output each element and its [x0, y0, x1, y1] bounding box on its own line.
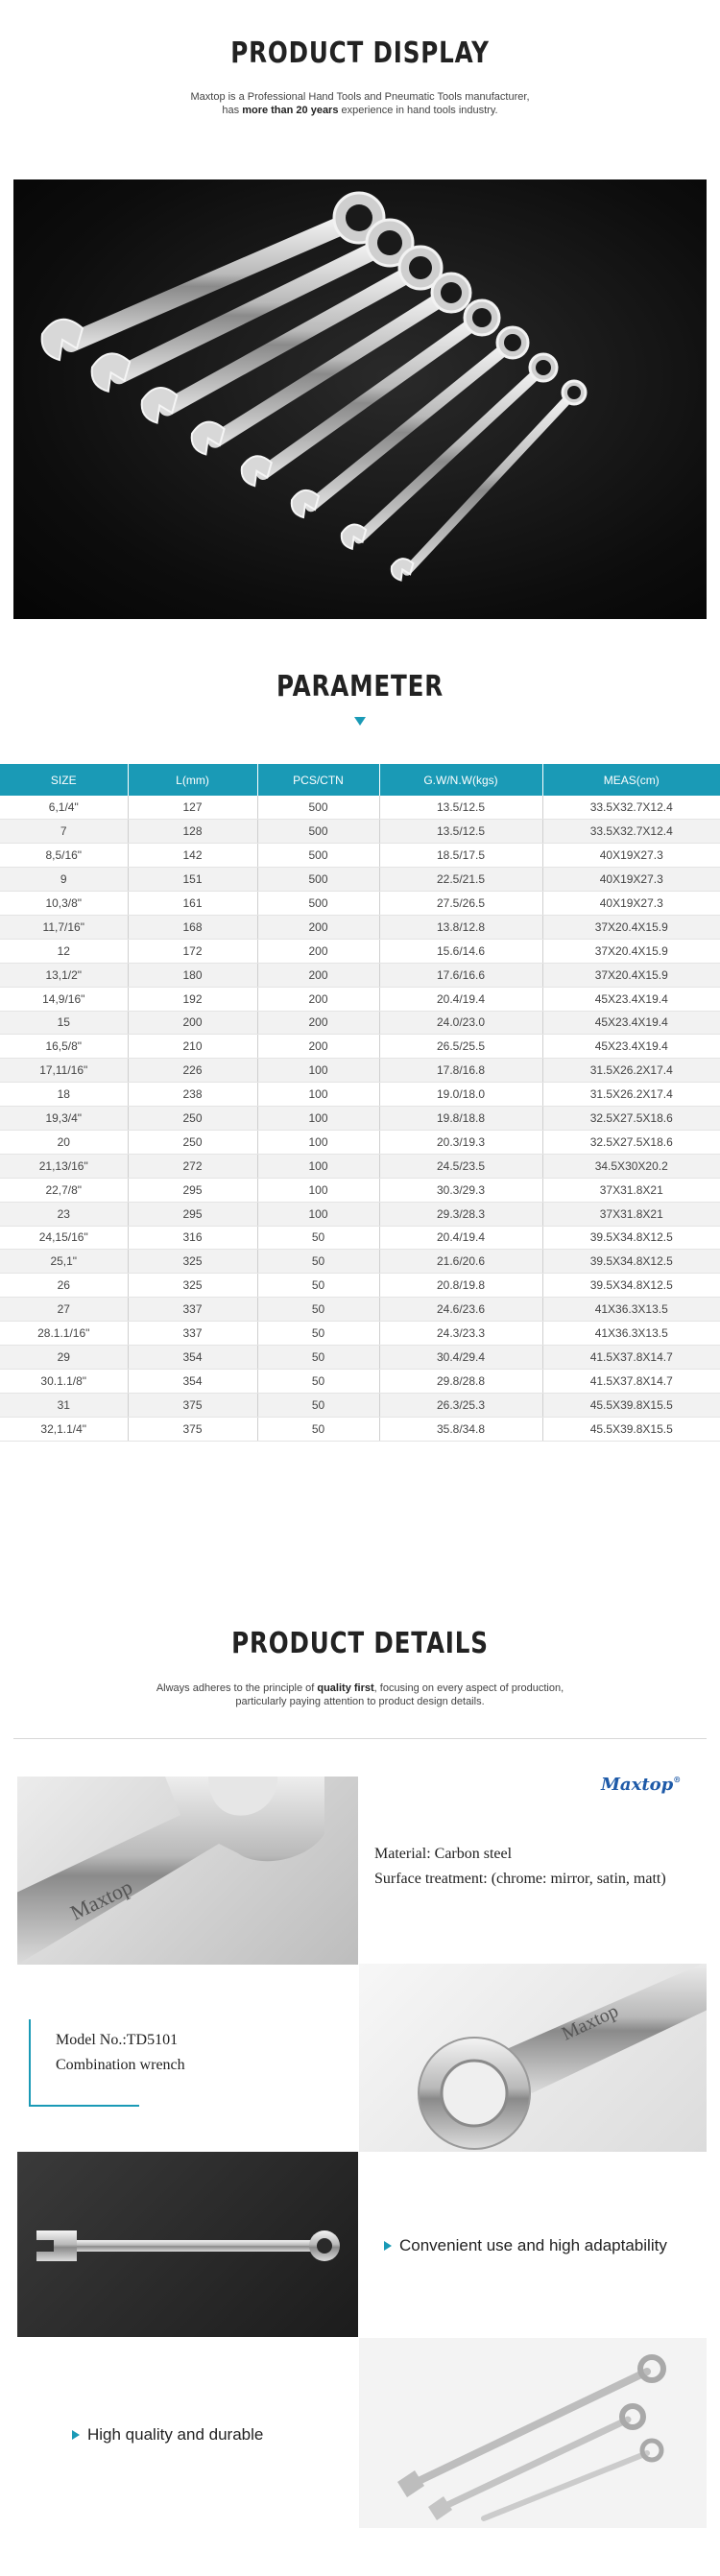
model-name: Combination wrench [56, 2057, 185, 2073]
table-row [0, 1369, 720, 1393]
table-cell: 17.6/16.6 [379, 963, 542, 987]
table-cell: 100 [257, 1083, 379, 1107]
table-cell: 500 [257, 868, 379, 892]
table-cell: 226 [128, 1059, 257, 1083]
table-cell: 28.1.1/16" [0, 1322, 128, 1346]
table-cell: 100 [257, 1154, 379, 1178]
table-cell: 500 [257, 844, 379, 868]
table-cell: 100 [257, 1178, 379, 1202]
col-meas: MEAS(cm) [542, 764, 720, 796]
table-cell: 200 [257, 939, 379, 963]
wrench-set-illustration [13, 179, 707, 619]
feature-adaptability-text: Convenient use and high adaptability [399, 2236, 667, 2254]
table-cell: 354 [128, 1369, 257, 1393]
ring-end-closeup-photo [359, 1964, 707, 2152]
table-cell: 37X31.8X21 [542, 1178, 720, 1202]
table-cell: 21,13/16" [0, 1154, 128, 1178]
table-cell: 29.3/28.3 [379, 1202, 542, 1226]
table-cell: 500 [257, 892, 379, 916]
table-cell: 200 [128, 1011, 257, 1035]
table-cell: 30.4/29.4 [379, 1345, 542, 1369]
full-wrench-illustration [17, 2152, 358, 2337]
table-cell: 22,7/8" [0, 1178, 128, 1202]
table-cell: 200 [257, 1011, 379, 1035]
table-row [0, 1298, 720, 1322]
table-cell: 13.5/12.5 [379, 820, 542, 844]
feature-durable-text: High quality and durable [87, 2425, 264, 2444]
table-row [0, 987, 720, 1011]
table-cell: 50 [257, 1298, 379, 1322]
feature-durable [72, 2425, 263, 2445]
table-cell: 30.3/29.3 [379, 1178, 542, 1202]
table-row [0, 868, 720, 892]
table-cell: 37X20.4X15.9 [542, 939, 720, 963]
table-cell: 16,5/8" [0, 1035, 128, 1059]
table-row [0, 1107, 720, 1131]
table-cell: 200 [257, 1035, 379, 1059]
table-row [0, 1178, 720, 1202]
table-row [0, 1417, 720, 1441]
table-cell: 35.8/34.8 [379, 1417, 542, 1441]
table-cell: 295 [128, 1178, 257, 1202]
hero-wrench-set-photo [13, 179, 707, 619]
table-cell: 200 [257, 915, 379, 939]
table-cell: 32.5X27.5X18.6 [542, 1107, 720, 1131]
table-cell: 41.5X37.8X14.7 [542, 1345, 720, 1369]
table-cell: 25,1" [0, 1250, 128, 1274]
table-row [0, 1035, 720, 1059]
table-cell: 24.3/23.3 [379, 1322, 542, 1346]
table-cell: 21.6/20.6 [379, 1250, 542, 1274]
open-end-illustration [17, 1777, 358, 1965]
surface-text: Surface treatment: (chrome: mirror, satin, matt) [374, 1871, 666, 1887]
parameter-title: PARAMETER [276, 670, 444, 704]
table-row [0, 1274, 720, 1298]
table-cell: 272 [128, 1154, 257, 1178]
details-description [0, 1682, 720, 1708]
table-cell: 31.5X26.2X17.4 [542, 1059, 720, 1083]
table-cell: 6,1/4" [0, 796, 128, 820]
table-cell: 41X36.3X13.5 [542, 1298, 720, 1322]
table-cell: 32,1.1/4" [0, 1417, 128, 1441]
table-cell: 40X19X27.3 [542, 892, 720, 916]
table-cell: 45.5X39.8X15.5 [542, 1417, 720, 1441]
col-pcs-ctn: PCS/CTN [257, 764, 379, 796]
material-specs [374, 1842, 666, 1892]
table-cell: 19.0/18.0 [379, 1083, 542, 1107]
table-cell: 27.5/26.5 [379, 892, 542, 916]
table-cell: 50 [257, 1345, 379, 1369]
table-cell: 19.8/18.8 [379, 1107, 542, 1131]
table-cell: 15.6/14.6 [379, 939, 542, 963]
display-title: PRODUCT DISPLAY [230, 36, 490, 70]
table-cell: 29 [0, 1345, 128, 1369]
ring-engraving-text: Maxtop [558, 2000, 622, 2045]
table-cell: 32.5X27.5X18.6 [542, 1130, 720, 1154]
table-cell: 20 [0, 1130, 128, 1154]
table-cell: 17,11/16" [0, 1059, 128, 1083]
table-cell: 39.5X34.8X12.5 [542, 1250, 720, 1274]
display-line2: has more than 20 years experience in hand tools industry. [222, 105, 498, 116]
model-number: Model No.:TD5101 [56, 2032, 179, 2048]
table-cell: 10,3/8" [0, 892, 128, 916]
table-cell: 24.5/23.5 [379, 1154, 542, 1178]
details-title: PRODUCT DETAILS [231, 1627, 489, 1660]
table-cell: 24,15/16" [0, 1226, 128, 1250]
table-cell: 13,1/2" [0, 963, 128, 987]
table-header-row [0, 764, 720, 796]
table-cell: 18.5/17.5 [379, 844, 542, 868]
table-row [0, 1011, 720, 1035]
table-cell: 24.6/23.6 [379, 1298, 542, 1322]
table-cell: 39.5X34.8X12.5 [542, 1226, 720, 1250]
table-cell: 13.5/12.5 [379, 796, 542, 820]
table-cell: 26 [0, 1274, 128, 1298]
table-row [0, 1250, 720, 1274]
table-cell: 7 [0, 820, 128, 844]
parameter-table [0, 764, 720, 1442]
display-line1: Maxtop is a Professional Hand Tools and Pneumatic Tools manufacturer, [190, 91, 530, 103]
table-cell: 23 [0, 1202, 128, 1226]
table-cell: 17.8/16.8 [379, 1059, 542, 1083]
table-cell: 8,5/16" [0, 844, 128, 868]
table-cell: 20.3/19.3 [379, 1130, 542, 1154]
table-row [0, 844, 720, 868]
table-cell: 100 [257, 1059, 379, 1083]
table-cell: 375 [128, 1417, 257, 1441]
table-cell: 13.8/12.8 [379, 915, 542, 939]
table-cell: 11,7/16" [0, 915, 128, 939]
table-cell: 180 [128, 963, 257, 987]
full-wrench-photo [17, 2152, 358, 2337]
table-cell: 26.3/25.3 [379, 1393, 542, 1417]
table-cell: 9 [0, 868, 128, 892]
table-cell: 200 [257, 963, 379, 987]
three-wrenches-photo [359, 2338, 707, 2528]
table-cell: 50 [257, 1226, 379, 1250]
table-cell: 33.5X32.7X12.4 [542, 820, 720, 844]
table-row [0, 1393, 720, 1417]
maxtop-logo: Maxtop® [601, 1775, 682, 1795]
table-cell: 128 [128, 820, 257, 844]
table-cell: 39.5X34.8X12.5 [542, 1274, 720, 1298]
table-cell: 354 [128, 1345, 257, 1369]
table-cell: 100 [257, 1202, 379, 1226]
table-cell: 151 [128, 868, 257, 892]
table-row [0, 820, 720, 844]
table-cell: 500 [257, 796, 379, 820]
table-cell: 50 [257, 1250, 379, 1274]
table-cell: 27 [0, 1298, 128, 1322]
table-cell: 40X19X27.3 [542, 868, 720, 892]
table-cell: 250 [128, 1130, 257, 1154]
table-cell: 45X23.4X19.4 [542, 987, 720, 1011]
details-divider [13, 1738, 707, 1739]
table-cell: 37X31.8X21 [542, 1202, 720, 1226]
engraving-text: Maxtop [66, 1874, 136, 1925]
table-cell: 30.1.1/8" [0, 1369, 128, 1393]
table-cell: 33.5X32.7X12.4 [542, 796, 720, 820]
table-cell: 50 [257, 1274, 379, 1298]
col-weight: G.W/N.W(kgs) [379, 764, 542, 796]
ring-end-illustration [359, 1964, 707, 2152]
model-info [56, 2028, 185, 2078]
details-line1: Always adheres to the principle of quality first, focusing on every aspect of production, [156, 1682, 564, 1694]
table-cell: 295 [128, 1202, 257, 1226]
table-cell: 45X23.4X19.4 [542, 1011, 720, 1035]
table-cell: 50 [257, 1369, 379, 1393]
table-row [0, 1322, 720, 1346]
table-cell: 20.8/19.8 [379, 1274, 542, 1298]
table-row [0, 1345, 720, 1369]
col-size: SIZE [0, 764, 128, 796]
table-cell: 50 [257, 1393, 379, 1417]
table-cell: 50 [257, 1417, 379, 1441]
table-row [0, 1202, 720, 1226]
display-description [0, 90, 720, 117]
table-cell: 337 [128, 1298, 257, 1322]
table-cell: 22.5/21.5 [379, 868, 542, 892]
table-cell: 50 [257, 1322, 379, 1346]
table-cell: 200 [257, 987, 379, 1011]
table-cell: 100 [257, 1130, 379, 1154]
table-row [0, 939, 720, 963]
material-text: Material: Carbon steel [374, 1846, 513, 1862]
table-cell: 45.5X39.8X15.5 [542, 1393, 720, 1417]
table-cell: 37X20.4X15.9 [542, 963, 720, 987]
table-cell: 31.5X26.2X17.4 [542, 1083, 720, 1107]
table-cell: 210 [128, 1035, 257, 1059]
table-cell: 100 [257, 1107, 379, 1131]
table-cell: 238 [128, 1083, 257, 1107]
table-cell: 45X23.4X19.4 [542, 1035, 720, 1059]
table-cell: 19,3/4" [0, 1107, 128, 1131]
details-line2: particularly paying attention to product design details. [235, 1696, 485, 1707]
table-cell: 40X19X27.3 [542, 844, 720, 868]
three-wrenches-illustration [359, 2338, 707, 2528]
table-cell: 41.5X37.8X14.7 [542, 1369, 720, 1393]
table-cell: 250 [128, 1107, 257, 1131]
table-cell: 24.0/23.0 [379, 1011, 542, 1035]
table-cell: 34.5X30X20.2 [542, 1154, 720, 1178]
table-row [0, 1059, 720, 1083]
table-cell: 12 [0, 939, 128, 963]
parameter-arrow-icon [354, 717, 366, 726]
table-cell: 375 [128, 1393, 257, 1417]
table-cell: 20.4/19.4 [379, 987, 542, 1011]
table-cell: 325 [128, 1250, 257, 1274]
table-cell: 26.5/25.5 [379, 1035, 542, 1059]
table-cell: 192 [128, 987, 257, 1011]
col-length: L(mm) [128, 764, 257, 796]
table-cell: 337 [128, 1322, 257, 1346]
table-cell: 15 [0, 1011, 128, 1035]
table-row [0, 892, 720, 916]
table-cell: 20.4/19.4 [379, 1226, 542, 1250]
table-cell: 31 [0, 1393, 128, 1417]
table-cell: 161 [128, 892, 257, 916]
table-row [0, 1130, 720, 1154]
feature-adaptability [384, 2236, 667, 2255]
table-row [0, 1083, 720, 1107]
table-cell: 168 [128, 915, 257, 939]
table-row [0, 963, 720, 987]
bullet-arrow-icon [384, 2241, 392, 2251]
table-row [0, 1154, 720, 1178]
table-cell: 18 [0, 1083, 128, 1107]
table-cell: 127 [128, 796, 257, 820]
table-cell: 29.8/28.8 [379, 1369, 542, 1393]
table-cell: 172 [128, 939, 257, 963]
table-row [0, 915, 720, 939]
table-row [0, 796, 720, 820]
table-cell: 500 [257, 820, 379, 844]
table-cell: 41X36.3X13.5 [542, 1322, 720, 1346]
bullet-arrow-icon [72, 2430, 80, 2440]
table-cell: 14,9/16" [0, 987, 128, 1011]
table-cell: 325 [128, 1274, 257, 1298]
table-cell: 142 [128, 844, 257, 868]
table-cell: 37X20.4X15.9 [542, 915, 720, 939]
open-end-closeup-photo [17, 1777, 358, 1965]
table-cell: 316 [128, 1226, 257, 1250]
table-row [0, 1226, 720, 1250]
